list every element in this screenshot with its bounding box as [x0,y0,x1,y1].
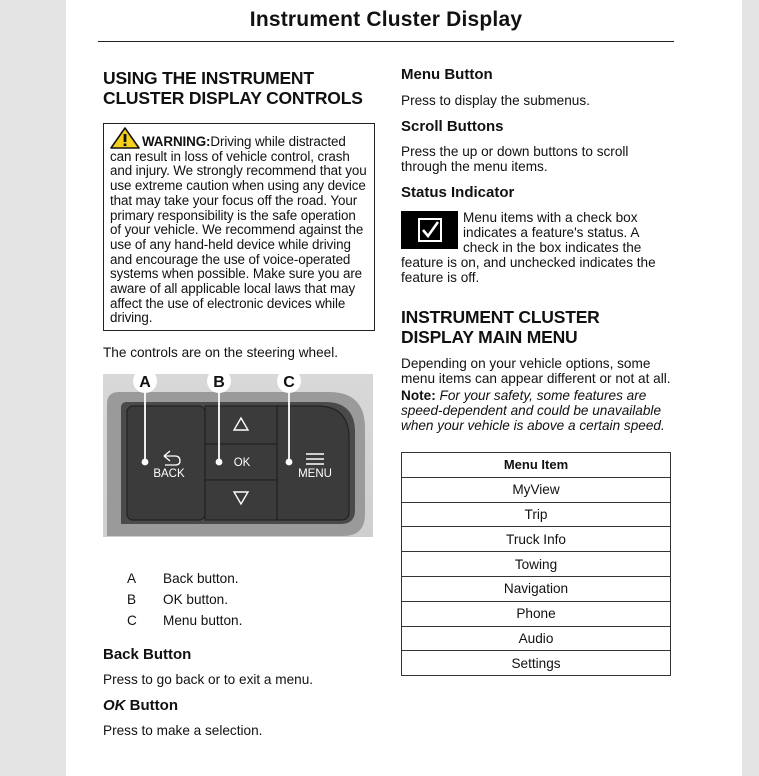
ok-button-text: Press to make a selection. [103,723,263,739]
scroll-buttons-heading: Scroll Buttons [401,118,504,135]
table-row [402,527,671,552]
callout-text: OK button. [163,592,228,608]
callout-text: Menu button. [163,613,243,629]
callout-letter: C [127,613,137,629]
callout-legend [103,568,375,631]
callout-row [103,589,375,610]
menu-item-truck-info: Truck Info [402,527,671,552]
menu-item-myview: MyView [402,477,671,502]
callout-a-label: A [139,374,151,392]
menu-item-audio: Audio [402,626,671,651]
menu-button-text: Press to display the submenus. [401,93,590,108]
callout-text: Back button. [163,571,239,587]
callout-b-label: B [213,374,225,392]
back-label: BACK [153,468,185,481]
main-menu-title: INSTRUMENT CLUSTER DISPLAY MAIN MENU [401,307,600,347]
scroll-buttons-text: Press the up or down buttons to scroll through the menu items. [401,144,629,174]
callout-letter: B [127,592,137,608]
back-button-text: Press to go back or to exit a menu. [103,672,314,688]
status-indicator-heading: Status Indicator [401,184,515,201]
table-row [402,576,671,601]
table-row [402,477,671,502]
checkbox-status-icon [401,211,458,249]
page-title: Instrument Cluster Display [249,8,523,31]
menu-button-heading: Menu Button [401,66,493,83]
callout-c-label: C [283,374,295,392]
table-row [402,626,671,651]
menu-item-towing: Towing [402,552,671,577]
ok-button-heading: OK Button [103,697,178,715]
warning-label: WARNING: [142,134,211,149]
callout-row [103,610,375,631]
warning-box [103,123,375,331]
left-column [103,68,375,738]
table-row [402,552,671,577]
menu-label: MENU [298,468,332,481]
menu-item-phone: Phone [402,601,671,626]
ok-label: OK [233,457,251,470]
menu-item-navigation: Navigation [402,576,671,601]
right-column [401,66,673,676]
steering-wheel-controls-diagram [103,374,373,544]
callout-letter: A [127,571,137,587]
controls-section-title: USING THE INSTRUMENT CLUSTER DISPLAY CONTROLS [103,68,363,108]
table-row [402,651,671,676]
status-indicator-block [401,210,673,285]
safety-note: Note: For your safety, some features are speed-dependent and could be unavailable when your vehicle is above a certain speed. [401,388,665,433]
status-indicator-text: Menu items with a check box indicates a feature's status. A check in the box indicates the feature is on, and unchecked indicates the feature is off. [401,210,656,285]
callout-row [103,568,375,589]
controls-intro: The controls are on the steering wheel. [103,345,339,361]
table-header: Menu Item [402,453,671,478]
controls-illustration [103,374,373,544]
table-row [402,601,671,626]
menu-items-table [401,452,671,676]
warning-text: Driving while distracted can result in loss of vehicle control, crash and injury. We strongly recommend that you use extreme caution when using any device that may take your focus off the road. Your primary responsibility is the safe operation of your vehicle. We recommend against the use of any hand-held device while driving and encourage the use of voice-operated systems when possible. Make sure you are aware of all applicable local laws that may affect the use of electronic devices while driving. [110,134,367,326]
table-row [402,502,671,527]
main-menu-intro: Depending on your vehicle options, some menu items can appear different or not at all. [401,356,671,386]
menu-item-trip: Trip [402,502,671,527]
menu-item-settings: Settings [402,651,671,676]
manual-page [66,0,742,776]
title-divider [98,41,674,42]
back-button-heading: Back Button [103,646,192,664]
warning-triangle-icon [110,127,140,149]
